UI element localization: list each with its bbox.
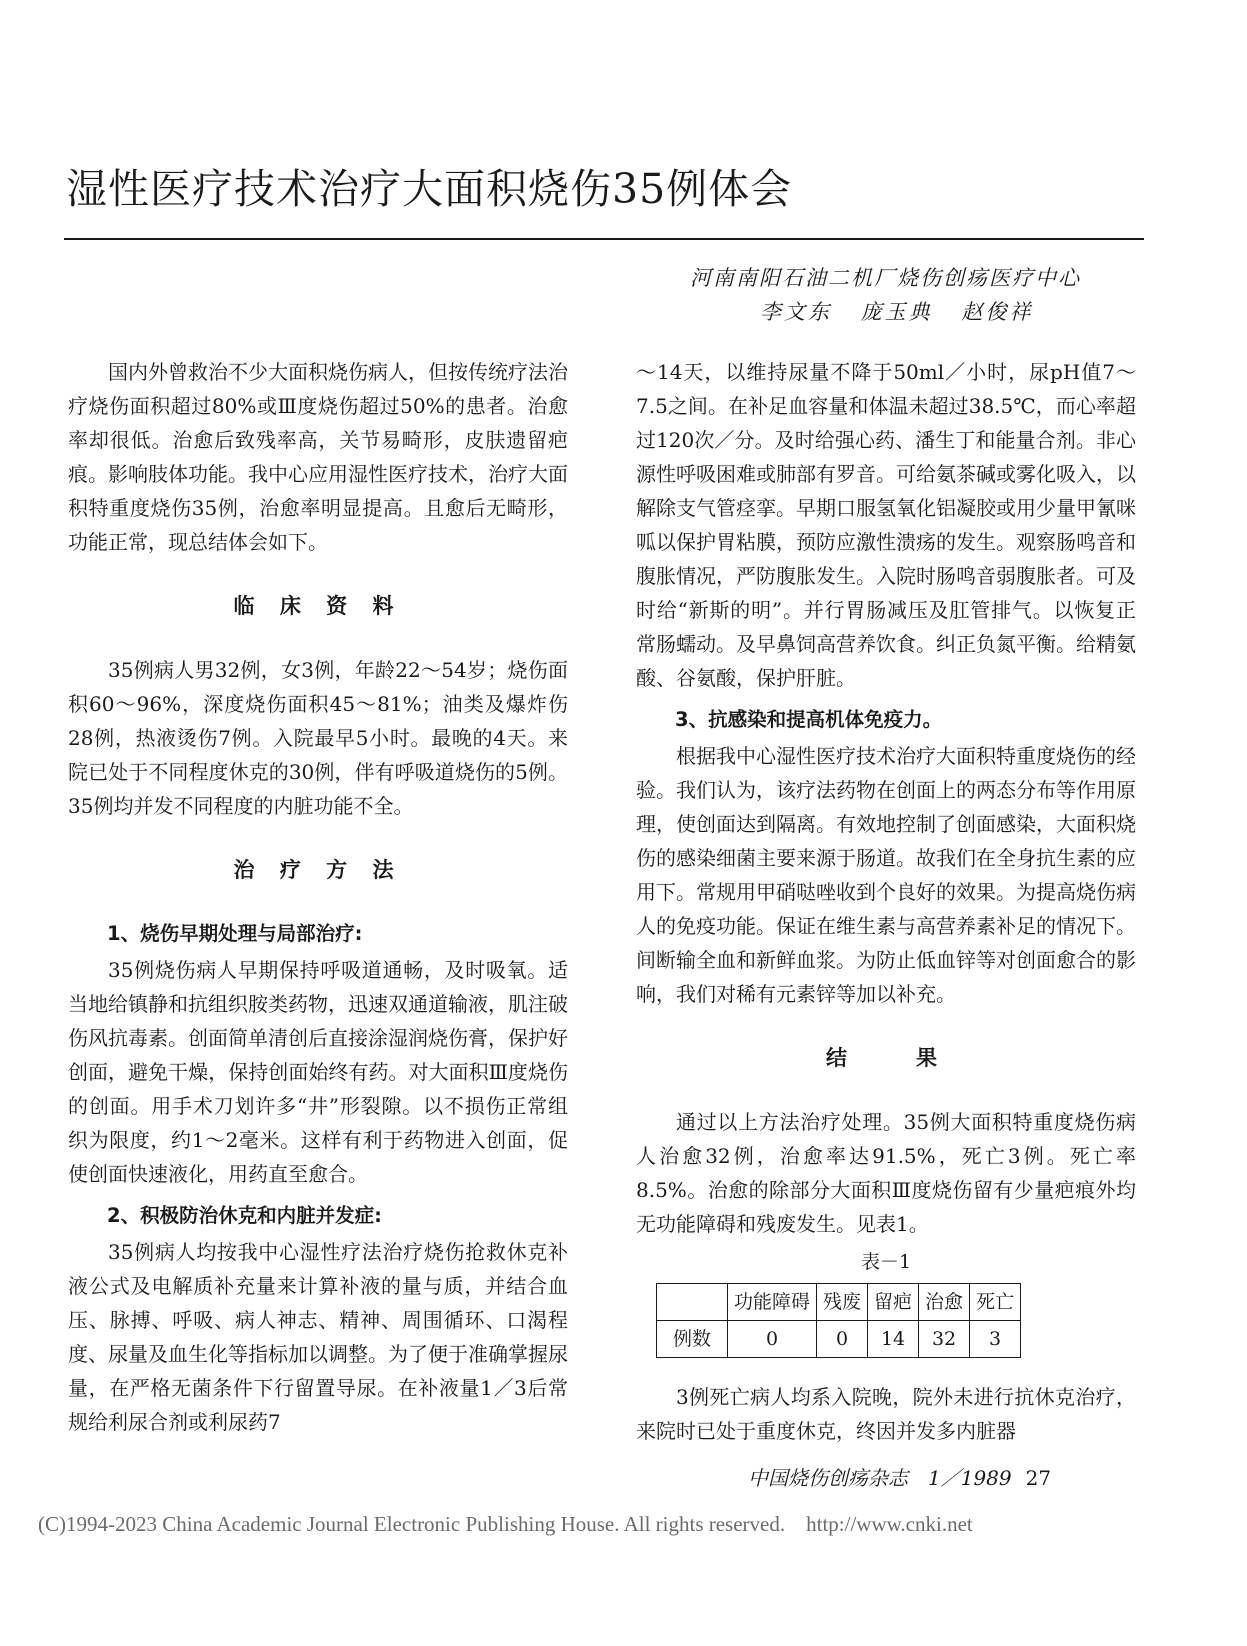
journal-name: 中国烧伤创疡杂志 1／1989 (748, 1466, 1012, 1490)
subheading-early-treatment: 1、烧伤早期处理与局部治疗: (107, 922, 363, 945)
section-heading-clinical: 临 床 资 料 (233, 594, 403, 618)
affiliation: 河南南阳石油二机厂烧伤创疡医疗中心 (690, 266, 1081, 290)
right-column (636, 355, 1136, 1448)
table-header-row (657, 1284, 1021, 1321)
anti-infection-paragraph: 根据我中心湿性医疗技术治疗大面积特重度烧伤的经验。我们认为，该疗法药物在创面上的两态分布等作用原理，使创面达到隔离。有效地控制了创面感染，大面积烧伤的感染细菌主要来源于肠道。故我们在全身抗生素的应用下。常规用甲硝哒唑收到个良好的效果。为提高烧伤病人的免疫功能。保证在维生素与高营养素补足的情况下。间断输全血和新鲜血浆。为防止低血锌等对创面愈合的影响，我们对稀有元素锌等加以补充。 (636, 744, 1136, 1006)
section-heading-treatment: 治 疗 方 法 (233, 858, 403, 882)
table-header-cell: 留疤 (868, 1284, 919, 1321)
page-footer (748, 1462, 1051, 1491)
shock-prevention-continued: ～14天，以维持尿量不降于50ml／小时，尿pH值7～7.5之间。在补足血容量和体温未超过38.5℃，而心率超过120次／分。及时给强心药、潘生丁和能量合剂。非心源性呼吸困难或肺部有罗音。可给氨茶碱或雾化吸入，以解除支气管痉挛。早期口服氢氧化铝凝胶或用少量甲氰咪呱以保护胃粘膜，预防应激性溃疡的发生。观察肠鸣音和腹胀情况，严防腹胀发生。入院时肠鸣音弱腹胀者。可及时给“新斯的明”。并行胃肠减压及肛管排气。以恢复正常肠蠕动。及早鼻饲高营养饮食。纠正负氮平衡。给精氨酸、谷氨酸，保护肝脏。 (636, 360, 1136, 690)
table-caption: 表－1 (860, 1251, 912, 1273)
page-number: 27 (1025, 1466, 1052, 1490)
author-name: 李文东 (760, 300, 832, 324)
copyright-notice: (C)1994-2023 China Academic Journal Electronic Publishing House. All rights reserved. http://www.cnki.net (38, 1512, 973, 1536)
results-paragraph: 通过以上方法治疗处理。35例大面积特重度烧伤病人治愈32例，治愈率达91.5%，死亡3例。死亡率8.5%。治愈的除部分大面积Ⅲ度烧伤留有少量疤痕外均无功能障碍和残废发生。见表1。 (636, 1110, 1136, 1236)
section-heading-results: 结 果 (826, 1046, 946, 1070)
author-name: 庞玉典 (860, 300, 933, 324)
table-header-cell: 功能障碍 (728, 1284, 817, 1321)
author-list (760, 296, 1055, 326)
results-table (656, 1283, 1021, 1358)
clinical-paragraph: 35例病人男32例，女3例，年龄22～54岁；烧伤面积60～96%，深度烧伤面积45～81%；油类及爆炸伤28例，热液烫伤7例。入院最早5小时。最晚的4天。来院已处于不同程度休克的30例，伴有呼吸道烧伤的5例。35例均并发不同程度的内脏功能不全。 (68, 658, 568, 818)
table-header-cell: 死亡 (970, 1284, 1021, 1321)
table-header-cell: 残废 (817, 1284, 868, 1321)
title-rule (64, 238, 1144, 240)
table-header-cell: 治愈 (919, 1284, 970, 1321)
table-row (657, 1321, 1021, 1358)
intro-paragraph: 国内外曾救治不少大面积烧伤病人，但按传统疗法治疗烧伤面积超过80%或Ⅲ度烧伤超过50%的患者。治愈率却很低。治愈后致残率高，关节易畸形，皮肤遗留疤痕。影响肢体功能。我中心应用湿性医疗技术，治疗大面积特重度烧伤35例，治愈率明显提高。且愈后无畸形，功能正常，现总结体会如下。 (68, 360, 568, 554)
author-name: 赵俊祥 (961, 300, 1034, 324)
table-cell: 3 (970, 1321, 1021, 1358)
table-cell: 32 (919, 1321, 970, 1358)
table-cell: 0 (817, 1321, 868, 1358)
table-row-label: 例数 (657, 1321, 728, 1358)
table-cell: 14 (868, 1321, 919, 1358)
subheading-shock-prevention: 2、积极防治休克和内脏并发症: (107, 1204, 382, 1227)
subheading-anti-infection: 3、抗感染和提高机体免疫力。 (675, 708, 943, 731)
table-cell: 0 (728, 1321, 817, 1358)
closing-paragraph: 3例死亡病人均系入院晚，院外未进行抗休克治疗，来院时已处于重度休克，终因并发多内脏器 (636, 1385, 1136, 1443)
left-column (68, 355, 568, 1439)
table-header-cell (657, 1284, 728, 1321)
early-treatment-paragraph: 35例烧伤病人早期保持呼吸道通畅，及时吸氧。适当地给镇静和抗组织胺类药物，迅速双通道输液，肌注破伤风抗毒素。创面简单清创后直接涂湿润烧伤膏，保护好创面，避免干燥，保持创面始终有药。对大面积Ⅲ度烧伤的创面。用手术刀划许多“井”形裂隙。以不损伤正常组织为限度，约1～2毫米。这样有利于药物进入创面，促使创面快速液化，用药直至愈合。 (68, 958, 568, 1186)
shock-prevention-paragraph: 35例病人均按我中心湿性疗法治疗烧伤抢救休克补液公式及电解质补充量来计算补液的量与质，并结合血压、脉搏、呼吸、病人神志、精神、周围循环、口渴程度、尿量及血生化等指标加以调整。为了便于准确掌握尿量，在严格无菌条件下行留置导尿。在补液量1／3后常规给利尿合剂或利尿药7 (68, 1240, 568, 1434)
article-title: 湿性医疗技术治疗大面积烧伤35例体会 (66, 165, 793, 213)
